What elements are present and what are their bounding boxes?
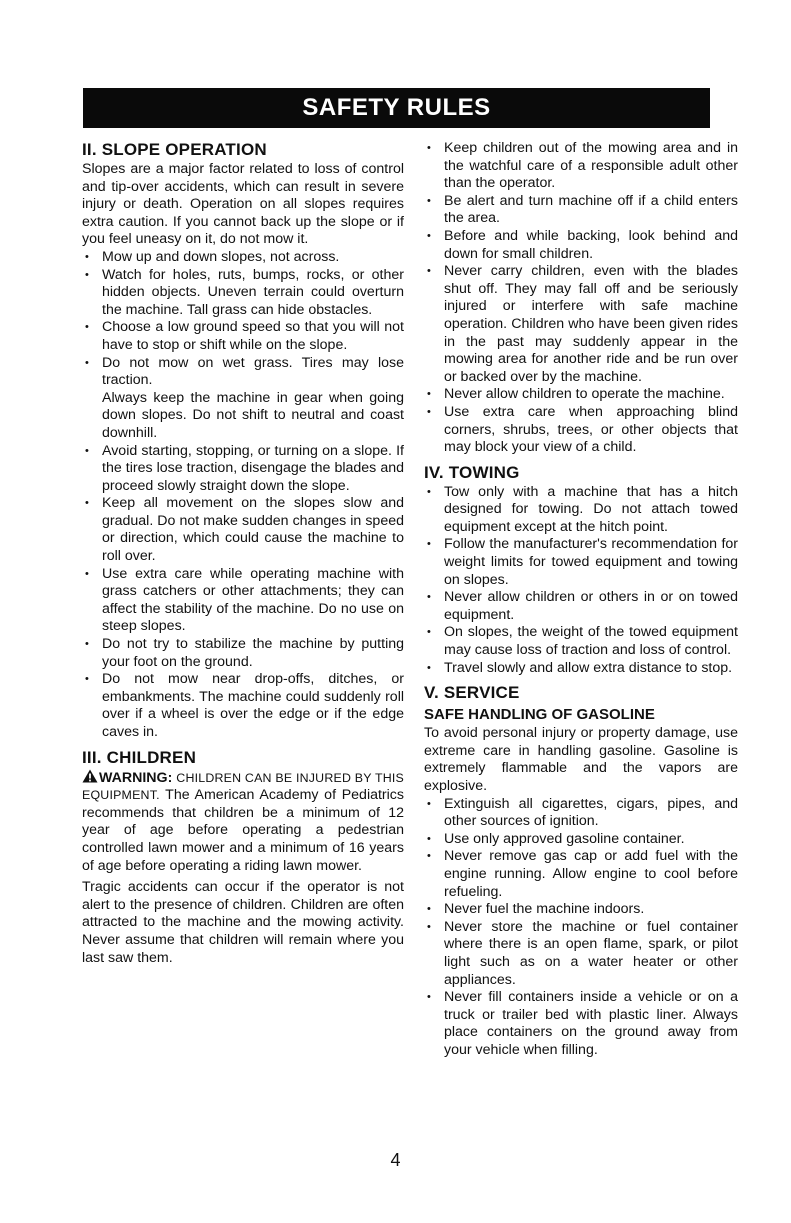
children-heading: III. CHILDREN <box>82 747 197 767</box>
warning-body: The American Academy of Pediatrics recommends that children be a minimum of 12 year of age before operating a pedestrian controlled lawn mower and a minimum of 16 years of age before operating a riding lawn mower. <box>82 787 404 874</box>
slope-item: • Mow up and down slopes, not across. <box>82 249 404 267</box>
slope-item: • Watch for holes, ruts, bumps, rocks, or other hidden objects. Uneven terrain could overturn the machine. Tall grass can hide obstacles. <box>82 267 404 320</box>
children-paragraph: Tragic accidents can occur if the operator is not alert to the presence of children. Children are often attracted to the machine and the mowing activity. Never assume that children will remain where you last saw them. <box>82 879 404 966</box>
towing-item: • Never allow children or others in or on towed equipment. <box>424 589 738 624</box>
warning-icon <box>82 769 98 783</box>
slope-item: • Do not mow near drop-offs, ditches, or embankments. The machine could suddenly roll over if a wheel is over the edge or if the edge caves in. <box>82 671 404 741</box>
gasoline-subheading: SAFE HANDLING OF GASOLINE <box>424 706 655 724</box>
service-item: • Use only approved gasoline container. <box>424 831 738 849</box>
slope-item: • Keep all movement on the slopes slow and gradual. Do not make sudden changes in speed or direction, which could cause the machine to roll over. <box>82 495 404 565</box>
service-heading: V. SERVICE <box>424 683 520 703</box>
children-item: • Never carry children, even with the blades shut off. They may fall off and be seriously injured or interfere with safe machine operation. Children who have been given rides in the past may suddenly appear in the mowing area for another ride and be run over or backed over by the machine. <box>424 263 738 386</box>
children-list <box>424 140 738 457</box>
slope-list <box>82 249 404 742</box>
slope-intro: Slopes are a major factor related to loss of control and tip-over accidents, which can result in severe injury or death. Operation on all slopes requires extra caution. If you cannot back up the slope or if you feel uneasy on it, do not mow it. <box>82 161 404 248</box>
slope-heading: II. SLOPE OPERATION <box>82 140 267 159</box>
slope-item: • Choose a low ground speed so that you will not have to stop or shift while on the slope. <box>82 319 404 354</box>
safety-rules-banner <box>83 88 710 128</box>
slope-item: • Use extra care while operating machine with grass catchers or other attachments; they can affect the stability of the machine. Do no use on steep slopes. <box>82 566 404 636</box>
children-item: • Before and while backing, look behind and down for small children. <box>424 228 738 263</box>
towing-item: • Travel slowly and allow extra distance to stop. <box>424 660 738 678</box>
slope-item: Always keep the machine in gear when going down slopes. Do not shift to neutral and coast downhill. <box>102 389 404 441</box>
slope-item: • Avoid starting, stopping, or turning on a slope. If the tires lose traction, disengage the blades and proceed slowly straight down the slope. <box>82 443 404 496</box>
children-item: • Never allow children to operate the machine. <box>424 386 738 404</box>
service-item: • Extinguish all cigarettes, cigars, pipes, and other sources of ignition. <box>424 796 738 831</box>
service-item: • Never fuel the machine indoors. <box>424 901 738 919</box>
slope-item: • Do not try to stabilize the machine by putting your foot on the ground. <box>82 636 404 671</box>
children-item: • Be alert and turn machine off if a child enters the area. <box>424 193 738 228</box>
service-list <box>424 796 738 1060</box>
left-column <box>82 140 404 967</box>
children-item: • Use extra care when approaching blind corners, shrubs, trees, or other objects that may block your view of a child. <box>424 404 738 457</box>
page-number: 4 <box>390 1150 401 1170</box>
slope-item: • Do not mow on wet grass. Tires may lose traction. <box>82 355 404 390</box>
service-item: • Never remove gas cap or add fuel with the engine running. Allow engine to cool before refueling. <box>424 848 738 901</box>
service-item: • Never fill containers inside a vehicle or on a truck or trailer bed with plastic liner. Always place containers on the ground away from your vehicle when filling. <box>424 989 738 1059</box>
towing-item: • Follow the manufacturer's recommendation for weight limits for towed equipment and towing on slopes. <box>424 536 738 589</box>
children-item: • Keep children out of the mowing area and in the watchful care of a responsible adult other than the operator. <box>424 140 738 193</box>
service-intro: To avoid personal injury or property damage, use extreme care in handling gasoline. Gasoline is extremely flammable and the vapors are explosive. <box>424 725 738 794</box>
warning-caps: CHILDREN CAN BE INJURED BY THIS EQUIPMENT. <box>82 770 404 803</box>
warning-word: WARNING: <box>99 769 173 786</box>
towing-heading: IV. TOWING <box>424 462 520 482</box>
towing-list <box>424 484 738 678</box>
service-item: • Never store the machine or fuel container where there is an open flame, spark, or pilot light such as on a water heater or other appliances. <box>424 919 738 989</box>
right-column <box>424 140 738 1060</box>
towing-item: • Tow only with a machine that has a hitch designed for towing. Do not attach towed equipment except at the hitch point. <box>424 484 738 537</box>
banner-title: SAFETY RULES <box>302 94 491 121</box>
towing-item: • On slopes, the weight of the towed equipment may cause loss of traction and loss of control. <box>424 624 738 659</box>
children-warning <box>82 769 404 876</box>
